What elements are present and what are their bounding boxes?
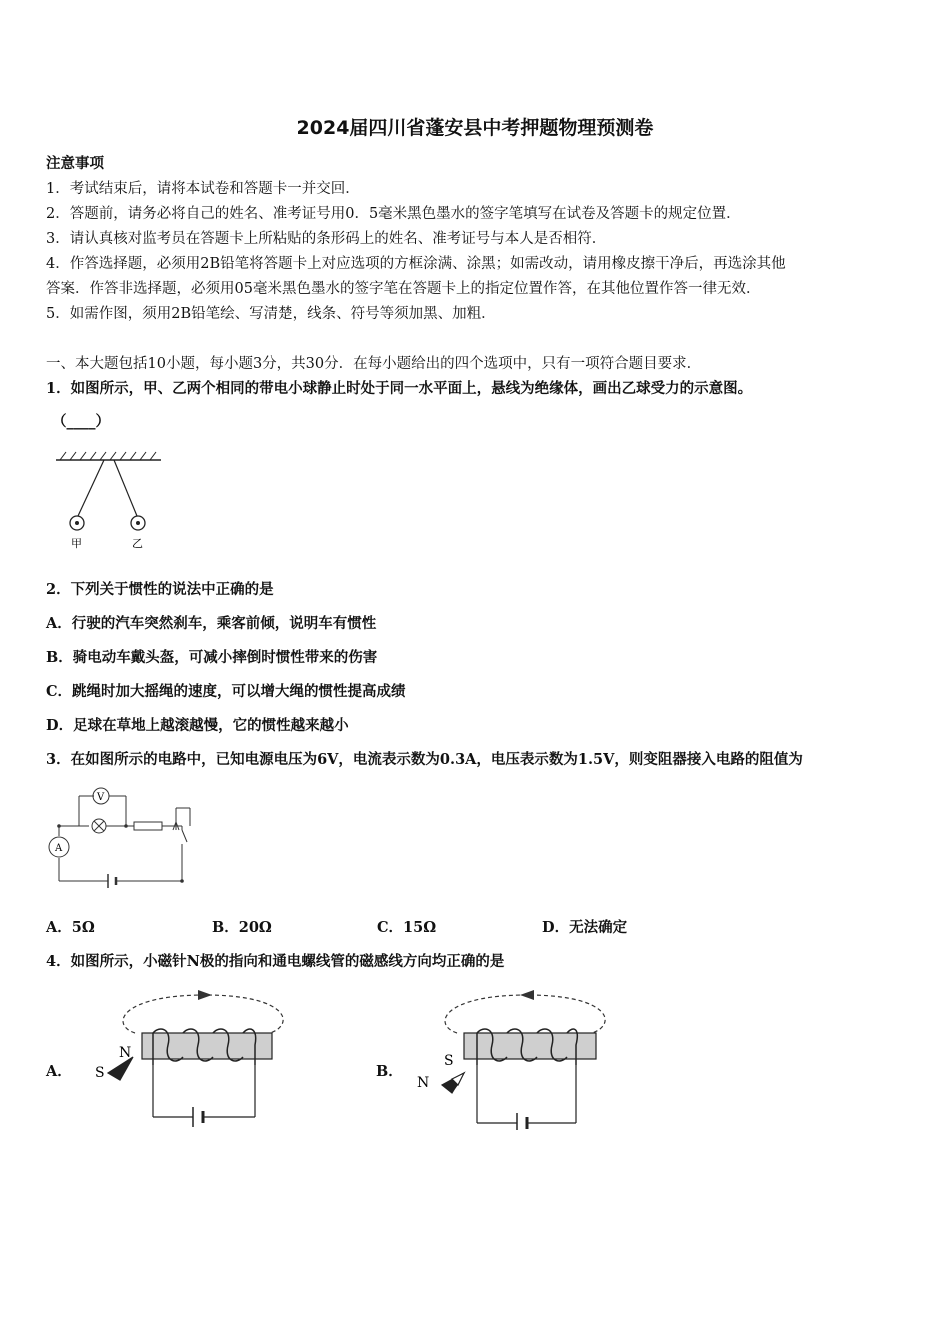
section-heading: 一、本大题包括10小题，每小题3分，共30分．在每小题给出的四个选项中，只有一项符合题目要求． [46,356,702,372]
question-2-stem: 2．下列关于惯性的说法中正确的是 [46,581,274,598]
option-d[interactable]: D．无法确定 [542,919,628,936]
notice-item: 5．如需作图，须用2B铅笔绘、写清楚，线条、符号等须加黑、加粗． [46,306,496,322]
option-b[interactable]: B．骑电动车戴头盔，可减小摔倒时惯性带来的伤害 [46,649,378,666]
needle-south-label: S [95,1065,105,1081]
question-3-stem: 3．在如图所示的电路中，已知电源电压为6V，电流表示数为0.3A，电压表示数为1.5V，则变阻器接入电路的阻值为 [46,751,803,768]
option-b[interactable]: B．20Ω [212,919,272,936]
option-a[interactable]: A．5Ω [46,919,95,936]
option-c[interactable]: C．跳绳时加大摇绳的速度，可以增大绳的惯性提高成绩 [46,683,406,700]
solenoid-diagram-b [412,985,612,1130]
ball-a-label: 甲 [71,537,82,550]
answer-blank[interactable]: （____） [52,413,110,430]
circuit-diagram [46,778,201,893]
question-4-stem: 4．如图所示，小磁针N极的指向和通电螺线管的磁感线方向均正确的是 [46,953,505,970]
page-title: 2024届四川省蓬安县中考押题物理预测卷 [296,117,654,139]
notice-heading: 注意事项 [46,155,104,172]
voltmeter-label: V [97,792,105,803]
ball-b-label: 乙 [132,537,143,550]
option-d[interactable]: D．足球在草地上越滚越慢，它的惯性越来越小 [46,717,349,734]
ammeter-label: A [55,843,63,854]
solenoid-diagram-a [90,985,290,1130]
needle-north-label: N [417,1075,430,1091]
needle-south-label: S [444,1053,454,1069]
question-1-stem: 1．如图所示，甲、乙两个相同的带电小球静止时处于同一水平面上，悬线为绝缘体，画出乙球受力的示意图。 [46,380,753,397]
pendulum-diagram [46,440,176,555]
notice-item: 2．答题前，请务必将自己的姓名、准考证号用0．5毫米黑色墨水的签字笔填写在试卷及答题卡的规定位置． [46,206,741,222]
notice-item: 1．考试结束后，请将本试卷和答题卡一并交回． [46,181,360,197]
notice-item: 3．请认真核对监考员在答题卡上所粘贴的条形码上的姓名、准考证号与本人是否相符． [46,231,607,247]
option-c[interactable]: C．15Ω [377,919,437,936]
option-a[interactable]: A． [46,1063,72,1080]
needle-north-label: N [119,1045,132,1061]
option-a[interactable]: A．行驶的汽车突然刹车，乘客前倾，说明车有惯性 [46,615,377,632]
notice-item: 答案．作答非选择题，必须用05毫米黑色墨水的签字笔在答题卡上的指定位置作答，在其他位置作答一律无效． [46,281,761,297]
option-b[interactable]: B． [376,1063,403,1080]
notice-item: 4．作答选择题，必须用2B铅笔将答题卡上对应选项的方框涂满、涂黑；如需改动，请用橡皮擦干净后，再选涂其他 [46,256,786,272]
